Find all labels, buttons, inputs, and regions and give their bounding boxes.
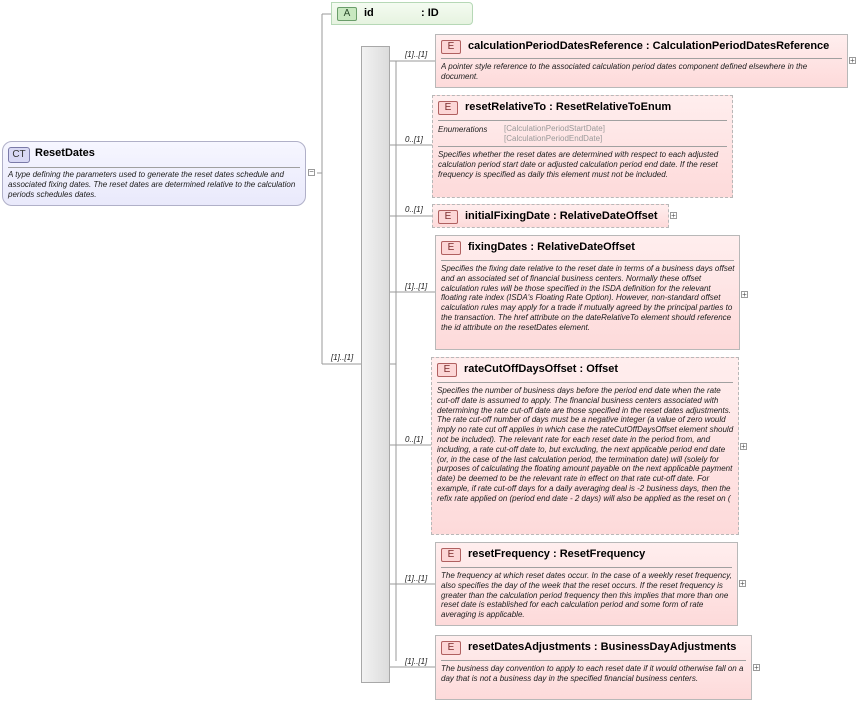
element-cardinality: 0..[1] — [405, 135, 423, 144]
complex-type-box[interactable] — [2, 141, 306, 206]
element-badge: E — [438, 210, 458, 224]
complex-type-documentation: A type defining the parameters used to generate the reset dates schedule and associated fixing dates. The reset dates are determined relative to the calculation periods schedules dates. — [8, 170, 296, 199]
element-name: calculationPeriodDatesReference : CalculationPeriodDatesReference — [468, 40, 830, 52]
plus-icon[interactable]: + — [741, 442, 746, 451]
attribute-name: id — [364, 7, 374, 19]
element-cardinality: [1]..[1] — [405, 574, 428, 583]
minus-icon[interactable]: − — [309, 167, 314, 176]
element-badge: E — [438, 101, 458, 115]
element-name: fixingDates : RelativeDateOffset — [468, 241, 635, 253]
element-name: resetDatesAdjustments : BusinessDayAdjustments — [468, 641, 737, 653]
element-name: initialFixingDate : RelativeDateOffset — [465, 210, 658, 222]
divider — [437, 382, 733, 383]
element-rate-cut-off-days-offset[interactable] — [431, 357, 739, 535]
divider — [441, 567, 732, 568]
element-fixing-dates[interactable] — [435, 235, 740, 350]
element-cardinality: [1]..[1] — [405, 50, 428, 59]
element-name: resetFrequency : ResetFrequency — [468, 548, 646, 560]
attribute-id[interactable] — [331, 2, 473, 25]
element-initial-fixing-date[interactable] — [432, 204, 669, 228]
divider — [441, 260, 734, 261]
complex-type-badge: CT — [8, 147, 30, 163]
divider — [441, 58, 842, 59]
plus-icon[interactable]: + — [850, 56, 855, 65]
plus-icon[interactable]: + — [742, 290, 747, 299]
complex-type-name: ResetDates — [35, 147, 95, 159]
attribute-type: : ID — [421, 7, 439, 19]
plus-icon[interactable]: + — [740, 579, 745, 588]
element-badge: E — [437, 363, 457, 377]
element-badge: E — [441, 40, 461, 54]
element-documentation: The frequency at which reset dates occur. In the case of a weekly reset frequency, also specifies the day of the week that the reset occurs. If the reset frequency is greater than the calculation period frequency then this implies that more than one reset date is established for each calculation period and some form of rate averaging is applicable. — [441, 571, 732, 620]
element-reset-dates-adjustments[interactable] — [435, 635, 752, 700]
element-badge: E — [441, 241, 461, 255]
element-name: resetRelativeTo : ResetRelativeToEnum — [465, 101, 672, 113]
element-cardinality: [1]..[1] — [405, 282, 428, 291]
element-documentation: Specifies the number of business days before the period end date when the rate cut-off date is assumed to apply. The financial business centers associated with determining the rate cut-off date are those specified in the reset dates adjustments. The rate cut-off number of days must be a negative integer (a value of zero would imply no rate cut off applies in which case the rateCutOffDaysOffset element should not be included). The relevant rate for each reset date in the period from, and including, a rate cut-off date to, but excluding, the next applicable period end date (or, in the case of the last calculation period, the termination date) will (solely for purposes of calculating the floating amount payable on the next applicable payment date) be deemed to be the relevant rate in effect on that rate cut-off date. For example, if rate cut-off days for a daily averaging deal is -2 business days, then the refix rate applied on (period end date - 2 days) will also be applied as the reset on ( — [437, 386, 734, 503]
plus-icon[interactable]: + — [671, 211, 676, 220]
element-name: rateCutOffDaysOffset : Offset — [464, 363, 619, 375]
divider — [438, 120, 727, 121]
element-calculation-period-dates-reference[interactable] — [435, 34, 848, 88]
element-cardinality: [1]..[1] — [405, 657, 428, 666]
attribute-badge: A — [337, 7, 357, 21]
element-badge: E — [441, 641, 461, 655]
element-cardinality: 0..[1] — [405, 205, 423, 214]
element-documentation: A pointer style reference to the associated calculation period dates component defined elsewhere in the document. — [441, 62, 808, 81]
element-reset-frequency[interactable] — [435, 542, 738, 626]
element-badge: E — [441, 548, 461, 562]
enumeration-value: [CalculationPeriodStartDate] — [504, 124, 605, 133]
sequence-cardinality: [1]..[1] — [331, 353, 354, 362]
divider — [8, 167, 300, 168]
element-cardinality: 0..[1] — [405, 435, 423, 444]
enumeration-value: [CalculationPeriodEndDate] — [504, 134, 603, 143]
element-documentation: The business day convention to apply to each reset date if it would otherwise fall on a day that is not a business day in the specified financial business centers. — [441, 664, 744, 683]
divider — [441, 660, 746, 661]
divider — [438, 146, 727, 147]
element-documentation: Specifies the fixing date relative to the reset date in terms of a business days offset and an associated set of financial business centers. Normally these offset calculation rules will be those specified in the ISDA definition for the relevant floating rate index (ISDA's Floating Rate Option). However, non-standard offset calculation rules may apply for a trade if mutually agreed by the principal parties to the transaction. The href attribute on the dateRelativeTo element should reference the id attribute on the resetDates element. — [441, 264, 735, 332]
plus-icon[interactable]: + — [754, 663, 759, 672]
element-documentation: Specifies whether the reset dates are determined with respect to each adjusted calculation period start date or adjusted calculation period end date. If the reset frequency is specified as daily this element must not be included. — [438, 150, 719, 179]
element-reset-relative-to[interactable] — [432, 95, 733, 198]
enumerations-label: Enumerations — [438, 125, 488, 134]
sequence-compositor[interactable] — [361, 46, 390, 683]
